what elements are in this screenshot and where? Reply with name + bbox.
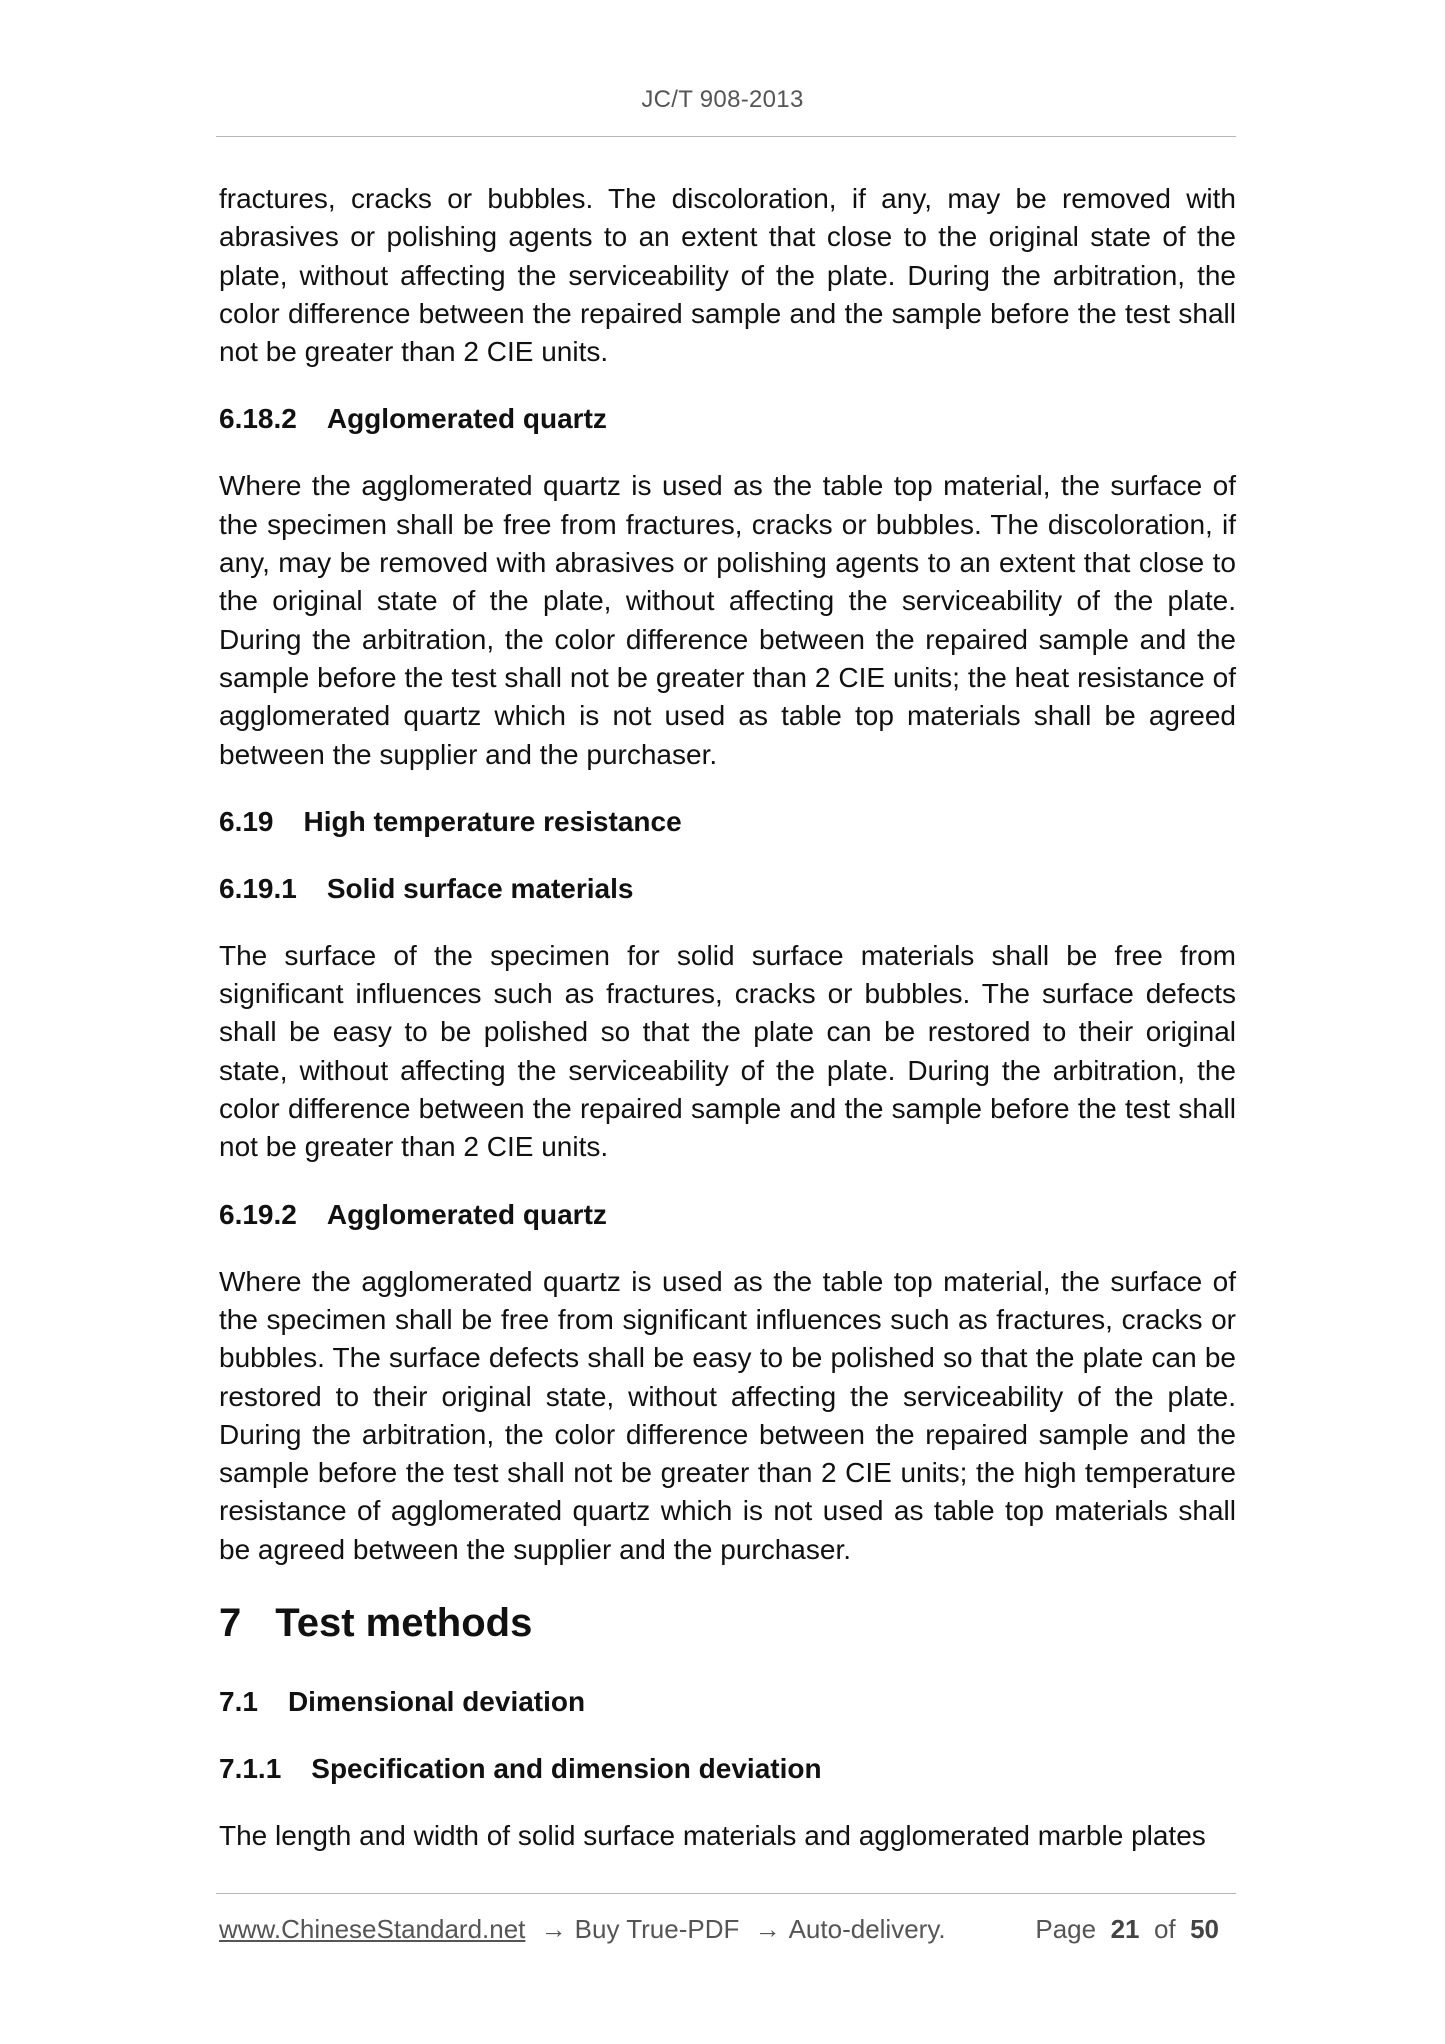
header-divider	[216, 136, 1236, 137]
section-number: 7.1.1	[219, 1753, 282, 1785]
section-number: 6.18.2	[219, 403, 297, 435]
arrow-right-icon: →	[540, 1914, 567, 1944]
footer-links	[219, 1914, 946, 1945]
chapter-7-heading	[219, 1598, 1236, 1648]
section-7-1-1-heading	[219, 1750, 1236, 1788]
paragraph-agglomerated-quartz-heat: Where the agglomerated quartz is used as the table top material, the surface of the specimen shall be free from fractures, cracks or bubbles. The discoloration, if any, may be removed with abrasives or polishing agents to an extent that close to the original state of the plate, without affecting the serviceability of the plate. During the arbitration, the color difference between the repaired sample and the sample before the test shall not be greater than 2 CIE units; the heat resistance of agglomerated quartz which is not used as table top materials shall be agreed between the supplier and the purchaser.	[219, 470, 1236, 770]
page-label: Page	[1035, 1914, 1097, 1944]
paragraph-solid-surface: The surface of the specimen for solid surface materials shall be free from significant influences such as fractures, cracks or bubbles. The surface defects shall be easy to be polished so that the plate can be restored to their original state, without affecting the serviceability of the plate. During the arbitration, the color difference between the repaired sample and the sample before the test shall not be greater than 2 CIE units.	[219, 939, 1236, 1163]
section-6-19-1-heading	[219, 870, 1236, 908]
paragraph-length-width: The length and width of solid surface materials and agglomerated marble plates	[219, 1820, 1206, 1852]
section-title: Agglomerated quartz	[326, 403, 607, 435]
paragraph-continued: fractures, cracks or bubbles. The discoloration, if any, may be removed with abrasives or polishing agents to an extent that close to the original state of the plate, without affecting the serviceability of the plate. During the arbitration, the color difference between the repaired sample and the sample before the test shall not be greater than 2 CIE units.	[219, 183, 1236, 368]
section-title: Agglomerated quartz	[326, 1198, 607, 1230]
page-footer	[219, 1914, 1219, 1945]
total-page-number: 50	[1190, 1914, 1219, 1944]
section-number: 6.19.2	[219, 1198, 297, 1230]
section-title: Dimensional deviation	[287, 1686, 586, 1718]
of-label: of	[1153, 1914, 1176, 1944]
section-7-1-heading	[219, 1683, 1236, 1721]
page-body	[219, 180, 1236, 1884]
section-number: 7.1	[219, 1686, 258, 1718]
auto-delivery-text: Auto-delivery.	[788, 1914, 946, 1944]
section-title: High temperature resistance	[303, 805, 682, 837]
website-link[interactable]: www.ChineseStandard.net	[219, 1914, 526, 1944]
arrow-right-icon: →	[754, 1914, 781, 1944]
current-page-number: 21	[1110, 1914, 1140, 1944]
footer-divider	[216, 1893, 1236, 1894]
chapter-title: Test methods	[275, 1601, 533, 1646]
section-6-19-heading	[219, 803, 1236, 841]
buy-pdf-text: Buy True-PDF	[574, 1914, 740, 1944]
section-title: Solid surface materials	[326, 872, 634, 904]
chapter-number: 7	[219, 1601, 242, 1646]
paragraph-agglomerated-quartz-high-temp: Where the agglomerated quartz is used as the table top material, the surface of the specimen shall be free from significant influences such as fractures, cracks or bubbles. The surface defects shall be easy to be polished so that the plate can be restored to their original state, without affecting the serviceability of the plate. During the arbitration, the color difference between the repaired sample and the sample before the test shall not be greater than 2 CIE units; the high temperature resistance of agglomerated quartz which is not used as table top materials shall be agreed between the supplier and the purchaser.	[219, 1265, 1236, 1565]
section-6-18-2-heading	[219, 400, 1236, 438]
page-counter	[1035, 1914, 1219, 1945]
section-title: Specification and dimension deviation	[311, 1753, 822, 1785]
document-id-header: JC/T 908-2013	[641, 86, 804, 113]
section-6-19-2-heading	[219, 1196, 1236, 1234]
section-number: 6.19	[219, 805, 274, 837]
section-number: 6.19.1	[219, 872, 297, 904]
